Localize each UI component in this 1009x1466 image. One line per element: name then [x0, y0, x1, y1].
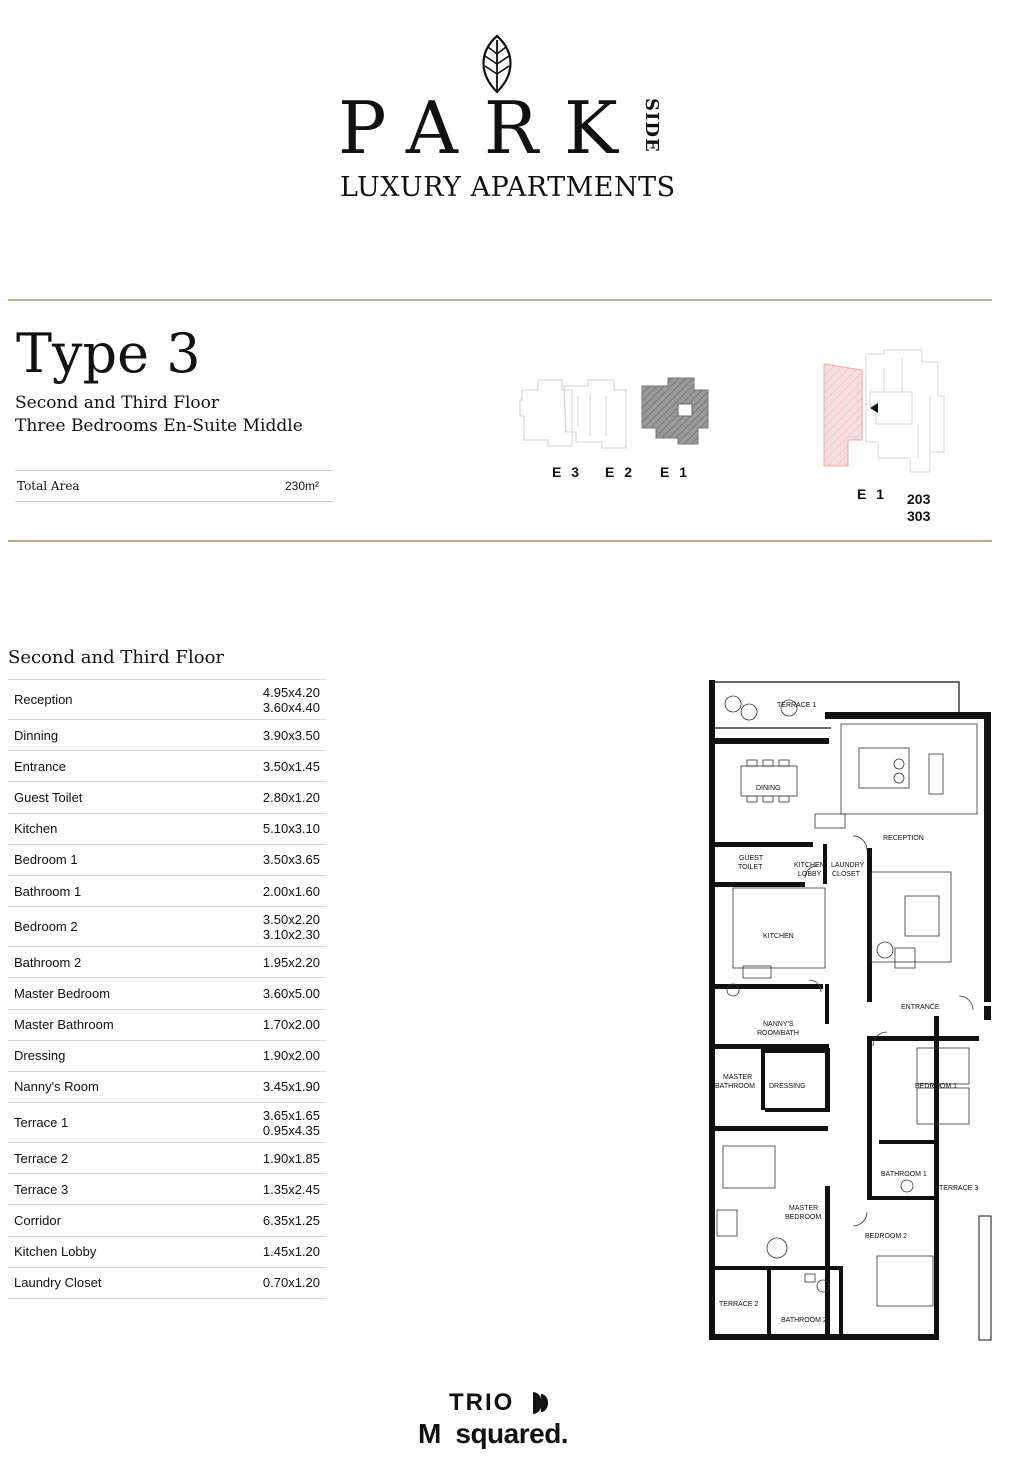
room-dimension-value: 4.95x4.20 — [262, 684, 320, 700]
plan-label-bedroom1: BEDROOM 1 — [915, 1083, 958, 1090]
room-dimensions — [263, 955, 320, 970]
room-dimension-value: 6.35x1.25 — [262, 1213, 320, 1229]
room-row — [8, 1071, 326, 1102]
room-name: Terrace 1 — [14, 1115, 69, 1131]
page-title: Type 3 — [16, 322, 201, 385]
plan-label-terrace2: TERRACE 2 — [719, 1301, 759, 1308]
room-dimension-value: 3.10x2.30 — [262, 926, 320, 942]
room-dimension-value: 3.90x3.50 — [262, 727, 320, 743]
plan-label-master-bath-2: BATHROOM — [715, 1083, 755, 1090]
room-name: Kitchen — [14, 821, 58, 837]
room-dimensions — [263, 1182, 320, 1197]
brand-word: PARK — [338, 86, 644, 170]
room-name: Laundry Closet — [14, 1275, 102, 1291]
room-dimension-value: 1.35x2.45 — [262, 1181, 320, 1197]
room-dimension-value: 2.80x1.20 — [262, 789, 320, 805]
plan-label-dining: DINING — [756, 785, 781, 792]
trio-dots-icon — [529, 1392, 553, 1414]
room-dimensions — [263, 790, 320, 805]
room-name: Bathroom 2 — [14, 954, 82, 970]
plan-label-bedroom2: BEDROOM 2 — [865, 1233, 908, 1240]
room-dimension-value: 1.95x2.20 — [262, 954, 320, 970]
trio-logo — [449, 1389, 559, 1417]
room-dimension-value: 3.50x2.20 — [262, 911, 320, 927]
brand-tagline: LUXURY APARTMENTS — [340, 172, 676, 203]
room-dimensions — [263, 1108, 320, 1138]
room-row — [8, 1204, 326, 1235]
plan-label-laundry-2: CLOSET — [832, 871, 861, 878]
total-area-label: Total Area — [17, 479, 80, 493]
total-area-row — [15, 470, 333, 502]
plan-label-bathroom2: BATHROOM 2 — [781, 1317, 827, 1324]
building-label-e3: E 3 — [552, 464, 583, 480]
building-key-plan — [518, 376, 714, 456]
plan-label-guest-toilet-1: GUEST — [739, 855, 764, 862]
room-row — [8, 1142, 326, 1173]
room-row — [8, 1173, 326, 1204]
brand-side — [640, 96, 664, 154]
room-row — [8, 1009, 326, 1040]
room-name: Kitchen Lobby — [14, 1244, 97, 1260]
room-dimensions — [263, 1275, 320, 1290]
plan-label-bathroom1: BATHROOM 1 — [881, 1171, 927, 1178]
room-row — [8, 719, 326, 750]
unit-number-303: 303 — [907, 508, 931, 524]
room-row — [8, 946, 326, 977]
room-name: Bathroom 1 — [14, 883, 82, 899]
trio-logo-text: TRIO — [449, 1389, 515, 1416]
room-dimension-value: 1.45x1.20 — [262, 1244, 320, 1260]
brand-logo — [338, 86, 678, 170]
room-name: Master Bedroom — [14, 985, 111, 1001]
room-dimension-value: 3.50x3.65 — [262, 852, 320, 868]
room-dimensions — [263, 1213, 320, 1228]
unit-number-203: 203 — [907, 491, 931, 507]
plan-label-dressing: DRESSING — [769, 1083, 806, 1090]
room-name: Bedroom 1 — [14, 852, 78, 868]
plan-label-kitchen-lobby-2: LOBBY — [798, 871, 822, 878]
room-dimension-value: 3.65x1.65 — [262, 1107, 320, 1123]
room-dimension-value: 3.60x5.00 — [262, 985, 320, 1001]
plan-label-entrance: ENTRANCE — [901, 1004, 940, 1011]
room-dimension-value: 2.00x1.60 — [262, 883, 320, 899]
room-schedule-table — [8, 679, 326, 1299]
plan-label-kitchen-lobby-1: KITCHEN — [794, 862, 825, 869]
room-name: Nanny's Room — [14, 1079, 99, 1095]
room-dimension-value: 1.90x2.00 — [262, 1048, 320, 1064]
plan-label-kitchen: KITCHEN — [763, 933, 794, 940]
brand-side-text: SIDE — [641, 98, 662, 153]
plan-label-guest-toilet-2: TOILET — [738, 864, 763, 871]
plan-label-laundry-1: LAUNDRY — [831, 862, 865, 869]
plan-label-nanny-2: ROOM/BATH — [757, 1030, 799, 1037]
room-row — [8, 813, 326, 844]
room-row — [8, 1236, 326, 1267]
room-dimensions — [263, 1151, 320, 1166]
room-dimensions — [263, 986, 320, 1001]
room-dimension-value: 3.50x1.45 — [262, 758, 320, 774]
room-dimensions — [263, 1079, 320, 1094]
plan-label-terrace3: TERRACE 3 — [939, 1185, 979, 1192]
room-dimensions — [263, 821, 320, 836]
room-name: Corridor — [14, 1213, 61, 1229]
room-row — [8, 1102, 326, 1142]
plan-label-nanny-1: NANNY'S — [763, 1021, 794, 1028]
plan-label-reception: RECEPTION — [883, 835, 924, 842]
room-dimensions — [263, 1048, 320, 1063]
plan-label-master-bath-1: MASTER — [723, 1074, 753, 1081]
plan-label-master-bed-1: MASTER — [789, 1205, 819, 1212]
room-dimension-value: 3.45x1.90 — [262, 1079, 320, 1095]
room-name: Bedroom 2 — [14, 919, 78, 935]
room-row — [8, 679, 326, 719]
room-row — [8, 750, 326, 781]
floor-plan — [705, 676, 995, 1348]
room-dimensions — [263, 1017, 320, 1032]
room-row — [8, 875, 326, 906]
floor-subtitle: Second and Third Floor — [15, 393, 220, 413]
room-dimension-value: 0.70x1.20 — [262, 1275, 320, 1291]
plan-label-terrace1: TERRACE 1 — [777, 702, 817, 709]
room-name: Guest Toilet — [14, 789, 83, 805]
selected-building-label: E 1 — [857, 486, 888, 502]
room-dimensions — [263, 912, 320, 942]
room-dimensions — [263, 728, 320, 743]
unit-description: Three Bedrooms En-Suite Middle — [15, 416, 303, 436]
room-row — [8, 977, 326, 1008]
room-dimensions — [263, 884, 320, 899]
room-name: Terrace 2 — [14, 1150, 69, 1166]
room-dimension-value: 0.95x4.35 — [262, 1122, 320, 1138]
room-dimensions — [263, 1244, 320, 1259]
room-name: Dressing — [14, 1048, 66, 1064]
room-dimension-value: 3.60x4.40 — [262, 699, 320, 715]
room-name: Dinning — [14, 727, 59, 743]
room-dimensions — [263, 852, 320, 867]
room-dimensions — [263, 759, 320, 774]
room-dimension-value: 5.10x3.10 — [262, 821, 320, 837]
msquared-logo: M squared. — [418, 1418, 569, 1449]
building-label-e1: E 1 — [660, 464, 691, 480]
room-row — [8, 844, 326, 875]
room-dimension-value: 1.70x2.00 — [262, 1017, 320, 1033]
plan-label-master-bed-2: BEDROOM — [785, 1214, 822, 1221]
room-row — [8, 1267, 326, 1299]
room-row — [8, 906, 326, 946]
room-name: Reception — [14, 692, 73, 707]
room-row — [8, 1040, 326, 1071]
room-name: Master Bathroom — [14, 1017, 114, 1033]
room-dimensions — [263, 685, 320, 715]
divider-bottom — [8, 540, 992, 542]
building-label-e2: E 2 — [605, 464, 636, 480]
room-name: Terrace 3 — [14, 1181, 69, 1197]
room-row — [8, 781, 326, 812]
total-area-value: 230m² — [284, 479, 319, 493]
unit-key-plan — [818, 348, 948, 480]
floor-heading: Second and Third Floor — [8, 647, 225, 668]
room-name: Entrance — [14, 758, 67, 774]
leaf-logo-icon — [473, 34, 521, 94]
divider-top — [8, 299, 992, 301]
room-dimension-value: 1.90x1.85 — [262, 1150, 320, 1166]
